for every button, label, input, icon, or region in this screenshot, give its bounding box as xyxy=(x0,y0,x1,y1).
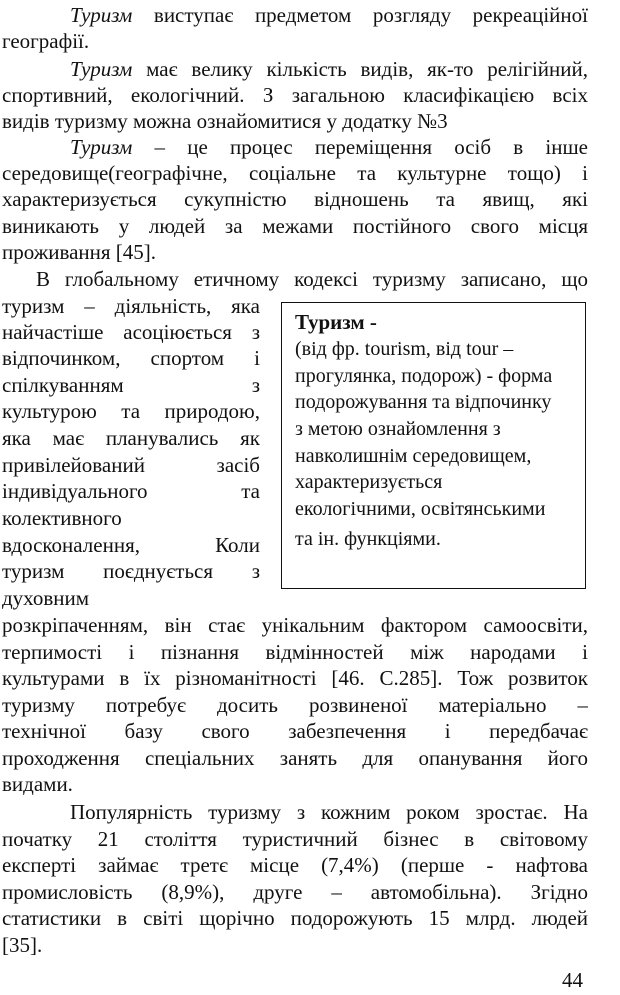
para5-line: початку 21 століття туристичний бізнес в світовому xyxy=(2,827,588,851)
para4-narrow-line: відпочинком, спортом і xyxy=(2,346,260,370)
para4-narrow-line: культурою та природою, xyxy=(2,399,260,423)
para4-line1: В глобальному етичному кодексі туризму записано, що xyxy=(36,267,588,291)
para3-line1 xyxy=(70,134,588,160)
para4-narrow-line: вдосконалення, Коли xyxy=(2,533,260,557)
para5-line: [35]. xyxy=(2,933,43,957)
para1-text: виступає предметом розгляду рекреаційної xyxy=(132,3,588,27)
para4-narrow-line: духовним xyxy=(2,586,90,610)
para3-line5: проживання [45]. xyxy=(2,240,157,264)
para3-line4: виникають у людей за межами постійного свого місця xyxy=(2,214,588,238)
para4-narrow-line: колективного xyxy=(2,506,122,530)
para4-narrow-line: індивідуального та xyxy=(2,479,260,503)
definition-line: екологічними, освітянськими xyxy=(295,498,546,520)
para3-line2: середовище(географічне, соціальне та культурне тощо) і xyxy=(2,161,588,185)
para2-text: має велику кількість видів, як-то релігійний, xyxy=(132,57,588,81)
definition-line: прогулянка, подорож) - форма xyxy=(295,365,553,387)
definition-title: Туризм - xyxy=(295,310,377,334)
para5-line: промисловість (8,9%), друге – автомобільна). Згідно xyxy=(2,880,588,904)
para1-line2: географії. xyxy=(2,29,90,53)
para3-line3: характеризується сукупністю відношень та явищ, які xyxy=(2,187,588,211)
definition-line: навколишнім середовищем, xyxy=(295,445,532,467)
definition-box xyxy=(281,302,586,589)
definition-line: подорожування та відпочинку xyxy=(295,391,552,413)
para4-wide-line: культурами в їх різноманітності [46. С.285]. Тож розвиток xyxy=(2,666,588,690)
para4-wide-line: туризму потребує досить розвиненої матеріально – xyxy=(2,693,588,717)
para2-line1 xyxy=(70,56,588,82)
term-tourism: Туризм xyxy=(70,57,133,81)
definition-line: з метою ознайомлення з xyxy=(295,418,501,440)
para4-wide-line: розкріпаченням, він стає унікальним фактором самоосвіти, xyxy=(2,613,588,637)
para5-line: статистики в світі щорічно подорожують 15 млрд. людей xyxy=(2,906,588,930)
para4-narrow-line: привілейований засіб xyxy=(2,453,260,477)
para4-wide-line: технічної базу свого забезпечення і передбачає xyxy=(2,719,588,743)
para4-narrow-line: найчастіше асоціюється з xyxy=(2,320,260,344)
para1-line1 xyxy=(70,2,588,28)
para4-narrow-line: яка має планувались як xyxy=(2,426,260,450)
definition-line: характеризується xyxy=(295,471,443,493)
para5-line: експерті займає третє місце (7,4%) (перше - нафтова xyxy=(2,853,588,877)
term-tourism: Туризм xyxy=(70,135,133,159)
para4-wide-line: видами. xyxy=(2,772,73,796)
definition-line: (від фр. tourism, від tour – xyxy=(295,338,514,360)
para4-wide-line: терпимості і пізнання відмінностей між народами і xyxy=(2,640,588,664)
para5-line: Популярність туризму з кожним роком зростає. На xyxy=(70,800,588,824)
definition-line: та ін. функціями. xyxy=(295,528,441,550)
page-number: 44 xyxy=(562,968,583,992)
para2-line3: видів туризму можна ознайомитися у додатку №3 xyxy=(2,109,448,133)
term-tourism: Туризм xyxy=(70,3,133,27)
para4-wide-line: проходження спеціальних занять для опанування його xyxy=(2,746,588,770)
para4-narrow-line: туризм – діяльність, яка xyxy=(2,294,260,318)
para2-line2: спортивний, екологічний. З загальною класифікацією всіх xyxy=(2,83,588,107)
para4-narrow-line: туризм поєднується з xyxy=(2,559,260,583)
para4-narrow-line: спілкуванням з xyxy=(2,373,260,397)
para3-text: – це процес переміщення осіб в інше xyxy=(132,135,588,159)
